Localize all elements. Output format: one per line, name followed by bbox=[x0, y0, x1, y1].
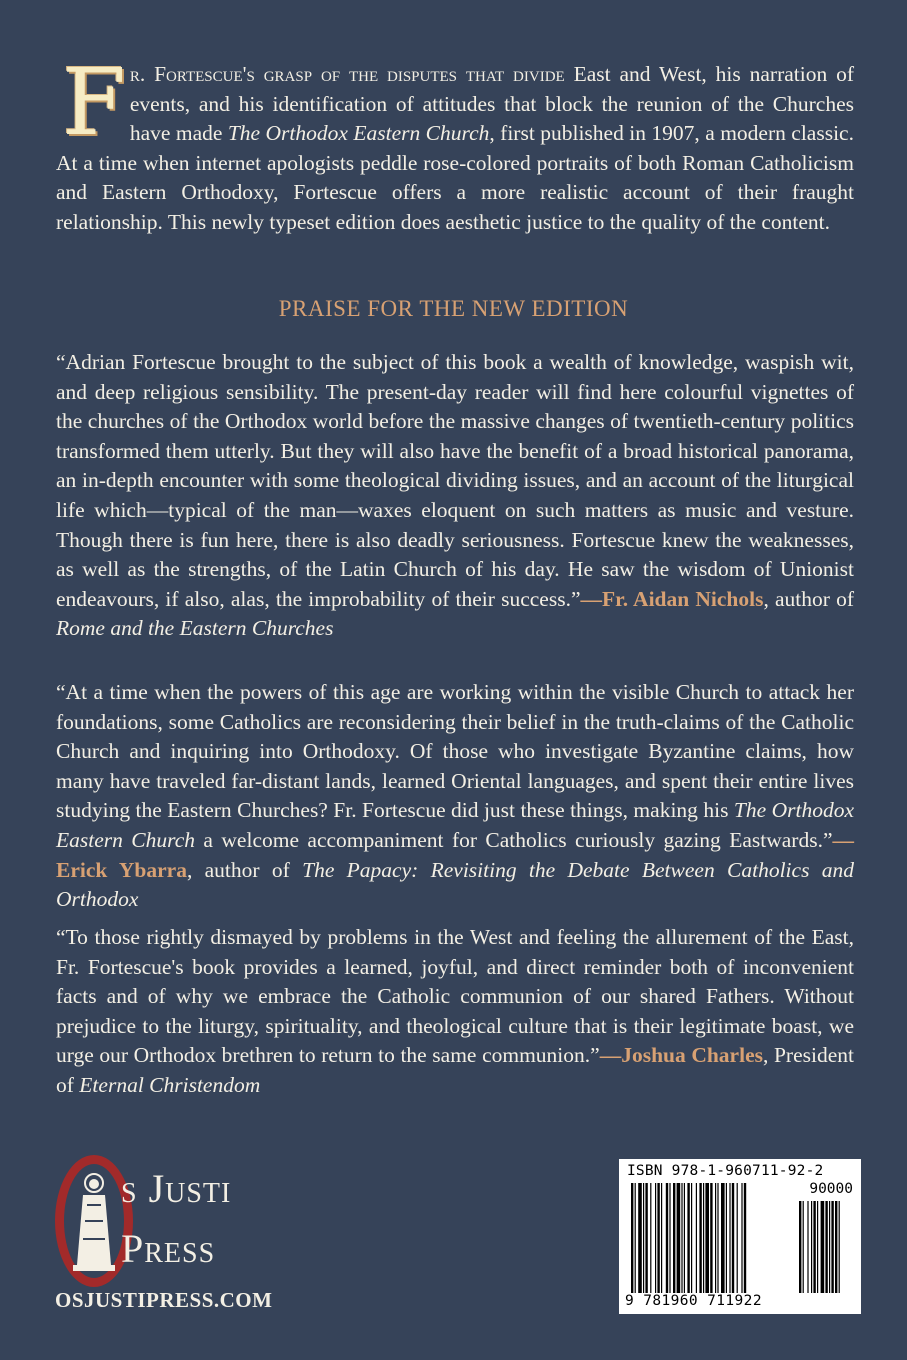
barcode-bar bbox=[684, 1183, 685, 1293]
barcode-bar bbox=[687, 1183, 689, 1293]
intro-book-title: The Orthodox Eastern Church bbox=[227, 121, 490, 146]
quote-text-before: “At a time when the powers of this age are working within the visible Church to attack her foundations, some Catholics are reconsidering their belief in the truth-claims of the Catholic Church and inquiring into Orthodoxy. Of those who investigate Byzantine claims, how many have traveled far-distant lands, learned Oriental languages, and spent their entire lives studying the Eastern Churches? Fr. Fortescue did just these things, making his bbox=[56, 680, 854, 823]
barcode-bar bbox=[717, 1183, 718, 1293]
saint-figure-icon bbox=[69, 1169, 119, 1273]
barcode-bar bbox=[645, 1183, 647, 1293]
barcode-addon-bar bbox=[817, 1201, 818, 1293]
quote-work: The Papacy: Revisiting the Debate Between Catholics and Orthodox bbox=[56, 857, 854, 912]
barcode-addon-bar bbox=[813, 1201, 815, 1293]
barcode-addon-bar bbox=[799, 1201, 801, 1293]
barcode-bar bbox=[721, 1183, 725, 1293]
barcode-bar bbox=[703, 1183, 704, 1293]
barcode-addon-bar bbox=[839, 1201, 840, 1293]
intro-smallcaps: r. Fortescue's grasp of the disputes that divide bbox=[129, 62, 565, 86]
barcode-bar bbox=[657, 1183, 659, 1293]
dropcap: F bbox=[62, 49, 112, 156]
barcode-bar bbox=[661, 1183, 662, 1293]
barcode-addon-bar bbox=[835, 1201, 837, 1293]
barcode-bar bbox=[737, 1183, 738, 1293]
publisher-name-line2: Press bbox=[121, 1226, 216, 1271]
barcode-bar bbox=[696, 1183, 697, 1293]
barcode-bar bbox=[631, 1183, 633, 1293]
barcode-bar bbox=[726, 1183, 727, 1293]
quote-text: “Adrian Fortescue brought to the subject of this book a wealth of knowledge, waspish wit, and deep religious sensibility. The present-day reader will find here colourful vignettes of the churches of the Orthodox world before the massive changes of twentieth-century politics transformed them utterly. But they will also have the benefit of a broad historical panorama, an in-depth encounter with some theological dividing issues, and an account of the liturgical life which—typical of the man—waxes eloquent on such matters as music and vesture. Though there is fun here, there is also deadly seriousness. Fortescue knew the weaknesses, as well as the strengths, of the Latin Church of his day. He saw the wisdom of Unionist endeavours, if also, alas, the improbability of their success.” bbox=[56, 350, 854, 611]
barcode-bars bbox=[619, 1159, 861, 1314]
quote-author: Fr. Aidan Nichols bbox=[602, 586, 764, 611]
barcode-addon-bar bbox=[831, 1201, 833, 1293]
praise-heading: PRAISE FOR THE NEW EDITION bbox=[278, 296, 629, 321]
publisher-name-line1: s Justi bbox=[121, 1166, 232, 1211]
barcode-bar bbox=[677, 1183, 681, 1293]
barcode-bar bbox=[715, 1183, 716, 1293]
barcode-bar bbox=[681, 1183, 682, 1293]
barcode-bar bbox=[650, 1183, 651, 1293]
barcode-bar bbox=[741, 1183, 742, 1293]
quote-dash: — bbox=[832, 827, 855, 852]
barcode-bar bbox=[655, 1183, 656, 1293]
barcode-bar bbox=[705, 1183, 709, 1293]
quote-work: Eternal Christendom bbox=[79, 1072, 261, 1097]
barcode-bar bbox=[635, 1183, 636, 1293]
barcode-bar bbox=[729, 1183, 730, 1293]
barcode-bar bbox=[669, 1183, 670, 1293]
quote-nichols bbox=[56, 348, 854, 644]
barcode-bar bbox=[691, 1183, 692, 1293]
barcode-bar bbox=[673, 1183, 675, 1293]
barcode-number: 9 781960 711922 bbox=[625, 1293, 762, 1309]
quote-author: Erick Ybarra bbox=[56, 857, 187, 882]
quote-text: “To those rightly dismayed by problems in the West and feeling the allurement of the East, Fr. Fortescue's book provides a learned, joyful, and direct reminder both of inconvenient facts and of why we embrace the Catholic communion of our shared Fathers. Without prejudice to the liturgy, spirituality, and theological culture that is their legitimate boast, we urge our Orthodox brethren to return to the same communion.” bbox=[56, 925, 854, 1068]
barcode-bar bbox=[732, 1183, 734, 1293]
quote-role: , President of bbox=[56, 1043, 854, 1097]
intro-text-2: , first published in 1907, a modern classic. At a time when internet apologists peddle rose-colored portraits of both Roman Catholicism and Eastern Orthodoxy, Fortescue offers a more realistic account of their fraught relationship. This newly typeset edition does aesthetic justice to the quality of the content. bbox=[56, 121, 854, 234]
quote-work: Rome and the Eastern Churches bbox=[56, 616, 334, 641]
barcode-addon-bar bbox=[807, 1201, 808, 1293]
quote-author: Joshua Charles bbox=[621, 1043, 763, 1068]
barcode-bar bbox=[643, 1183, 644, 1293]
quote-role: , author of bbox=[186, 857, 303, 882]
quote-text-after: a welcome accompaniment for Catholics curiously gazing Eastwards.” bbox=[195, 827, 833, 852]
barcode-bar bbox=[666, 1183, 668, 1293]
barcode-bar bbox=[744, 1183, 746, 1293]
barcode-addon-bar bbox=[829, 1201, 830, 1293]
publisher-url: OSJUSTIPRESS.COM bbox=[55, 1288, 273, 1312]
barcode-addon-bar bbox=[821, 1201, 825, 1293]
barcode-addon-bar bbox=[825, 1201, 827, 1293]
quote-role: , author of bbox=[763, 586, 854, 611]
barcode-addon-bar bbox=[803, 1201, 804, 1293]
price-code: 90000 bbox=[809, 1181, 853, 1197]
isbn-barcode bbox=[619, 1159, 861, 1314]
quote-book-title: The Orthodox Eastern Church bbox=[56, 798, 854, 852]
barcode-addon-bar bbox=[811, 1201, 812, 1293]
barcode-bar bbox=[699, 1183, 701, 1293]
quote-charles bbox=[56, 923, 854, 1101]
quote-dash: — bbox=[599, 1043, 622, 1068]
isbn-label: ISBN 978-1-960711-92-2 bbox=[627, 1163, 824, 1179]
quote-dash: — bbox=[580, 586, 602, 611]
barcode-bar bbox=[638, 1183, 642, 1293]
intro-text-1: East and West, his narration of events, and his identification of attitudes that block the reunion of the Churches have made bbox=[129, 62, 854, 146]
publisher-logo bbox=[55, 1155, 325, 1315]
intro-paragraph bbox=[56, 49, 854, 238]
barcode-bar bbox=[710, 1183, 712, 1293]
quote-ybarra bbox=[56, 678, 854, 915]
